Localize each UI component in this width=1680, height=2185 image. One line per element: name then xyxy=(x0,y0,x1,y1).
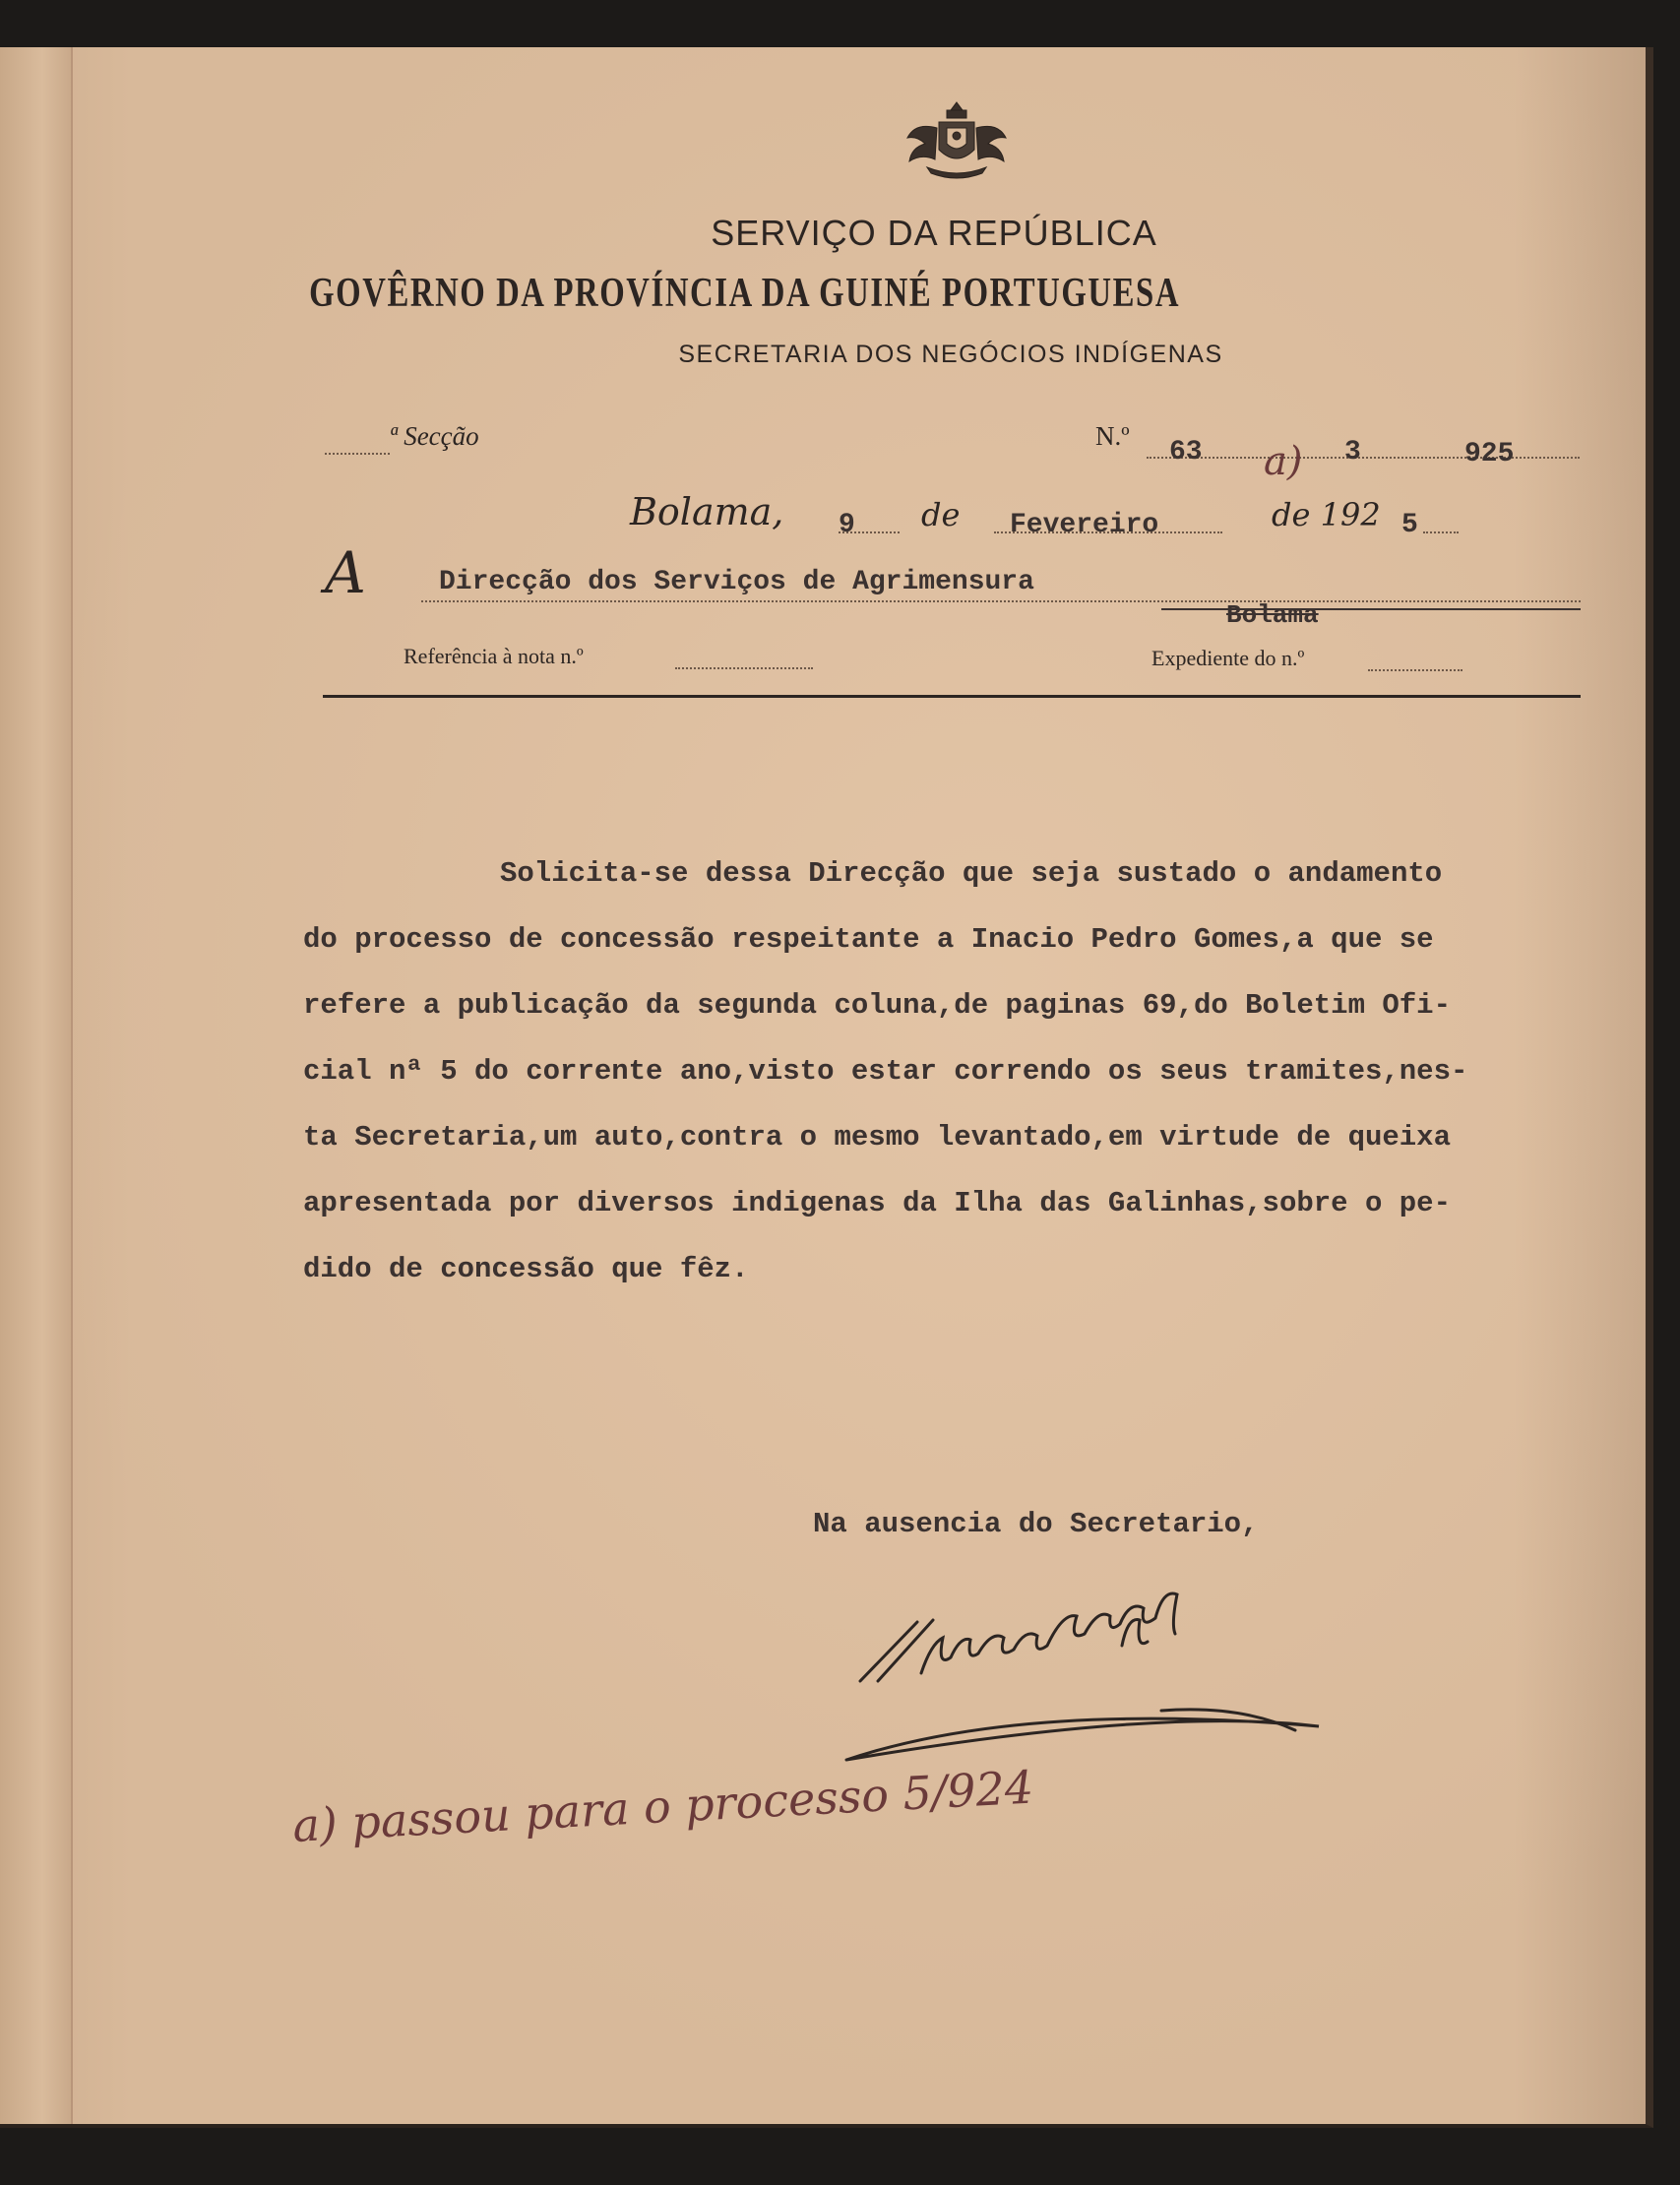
signature-icon xyxy=(827,1563,1378,1779)
document-page xyxy=(0,47,1653,2128)
coat-of-arms-emblem-icon xyxy=(898,98,1016,187)
section-blank xyxy=(325,429,390,455)
addressee-location: Bolama xyxy=(1226,600,1319,630)
expediente-line xyxy=(1368,659,1462,671)
reference-note-label: Referência à nota n.º xyxy=(404,644,584,668)
reference-note-line xyxy=(675,657,813,669)
addressee-name: Direcção dos Serviços de Agrimensura xyxy=(439,567,1034,597)
date-de: de xyxy=(921,496,961,533)
body-line: apresentada por diversos indigenas da Ilha das Galinhas,sobre o pe- xyxy=(303,1187,1451,1219)
date-year-digit: 5 xyxy=(1401,510,1418,540)
body-line: ta Secretaria,um auto,contra o mesmo levantado,em virtude de queixa xyxy=(303,1121,1451,1154)
header-rule xyxy=(323,695,1581,698)
letter-body xyxy=(303,841,1467,1302)
body-line: refere a publicação da segunda coluna,de paginas 69,do Boletim Ofi- xyxy=(303,989,1451,1022)
number-label: N.º xyxy=(1095,421,1130,451)
expediente-label: Expediente do n.º xyxy=(1151,646,1305,670)
number-value: 63 xyxy=(1169,437,1203,468)
handwritten-annotation: a) passou para o processo 5/924 xyxy=(291,1760,1035,1852)
header-line-1: SERVIÇO DA REPÚBLICA xyxy=(711,213,1157,253)
closing-line: Na ausencia do Secretario, xyxy=(813,1508,1259,1540)
number-year: 925 xyxy=(1464,439,1515,469)
date-month: Fevereiro xyxy=(1010,510,1159,540)
body-line: Solicita-se dessa Direcção que seja sustado o andamento xyxy=(500,857,1443,890)
body-line: do processo de concessão respeitante a Inacio Pedro Gomes,a que se xyxy=(303,923,1434,956)
year-line xyxy=(1423,512,1459,533)
handwritten-note-a: a) xyxy=(1264,439,1303,484)
salutation: A xyxy=(325,539,366,606)
header-line-3: SECRETARIA DOS NEGÓCIOS INDÍGENAS xyxy=(678,341,1223,368)
body-line: cial nª 5 do corrente ano,visto estar correndo os seus tramites,nes- xyxy=(303,1055,1468,1088)
section-label: ª Secção xyxy=(390,421,479,451)
number-line xyxy=(1147,433,1580,459)
header-line-2: GOVÊRNO DA PROVÍNCIA DA GUINÉ PORTUGUESA xyxy=(309,271,1181,316)
number-part-2: 3 xyxy=(1344,437,1361,468)
date-year-prefix: de 192 xyxy=(1272,496,1381,533)
date-day: 9 xyxy=(839,510,855,540)
location-line xyxy=(1161,608,1581,610)
body-line: dido de concessão que fêz. xyxy=(303,1253,749,1285)
date-place: Bolama, xyxy=(630,490,784,533)
